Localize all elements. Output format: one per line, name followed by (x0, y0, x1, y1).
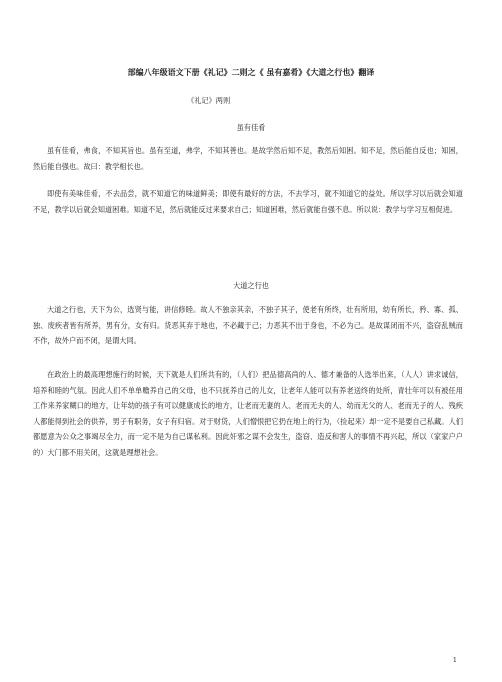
section-heading-1: 虽有佳肴 (236, 123, 266, 132)
section-1-translation-text: 即使有美味佳肴，不去品尝，就不知道它的味道鲜美；即使有最好的方法，不去学习，就不知道它的益处。所以学习以后就会知道不足，教学以后就会知道困难。知道不足，然后就能反过来要求自己；知道困难，然后就能自强不息。所以说：教学与学习互相促进。 (33, 189, 463, 214)
document-title: 部编八年级语文下册《礼记》二则之《 虽有嘉肴》《大道之行也》翻译 (127, 68, 375, 77)
section-1-original-text: 虽有佳肴，弗食，不知其旨也。虽有至道，弗学，不知其善也。是故学然后知不足，教然后知困。知不足，然后能自反也；知困，然后能自强也。故曰：教学相长也。 (33, 146, 463, 171)
section-2-original-text: 大道之行也，天下为公，选贤与能，讲信修睦。故人不独亲其亲，不独子其子，使老有所终，壮有所用，幼有所长，矜、寡、孤、独、废疾者皆有所养，男有分，女有归。货恶其弃于地也，不必藏于己；力恶其不出于身也，不必为己。是故谋闭而不兴，盗窃乱贼而不作，故外户而不闭，是谓大同。 (33, 305, 463, 345)
section-heading-2: 大道之行也 (233, 281, 269, 290)
section-2-translation-text: 在政治上的最高理想施行的时候，天下就是人们所共有的，（人们）把品德高尚的人、德才兼备的人选举出来，（人人）讲求诚信，培养和睦的气氛。因此人们不单单赡养自己的父母，也不只抚养自己的儿女，让老年人能可以有养老送终的处所，青壮年可以有被任用工作来养家糊口的地方，让年幼的孩子有可以健康成长的地方，让老而无妻的人、老而无夫的人、幼而无父的人、老而无子的人、残疾人都能得到社会的供养，男子有职务，女子有归宿。对于财货，人们憎恨把它扔在地上的行为，（捡起来）却一定不是要自己私藏。人们都愿意为公众之事竭尽全力，而一定不是为自己谋私利。因此奸邪之谋不会发生，盗窃、造反和害人的事情不再兴起，所以（家家户户的）大门都不用关闭，这就是理想社会。 (33, 370, 463, 457)
document-subtitle: 《礼记》两则 (187, 96, 231, 105)
page-number: 1 (453, 657, 457, 664)
